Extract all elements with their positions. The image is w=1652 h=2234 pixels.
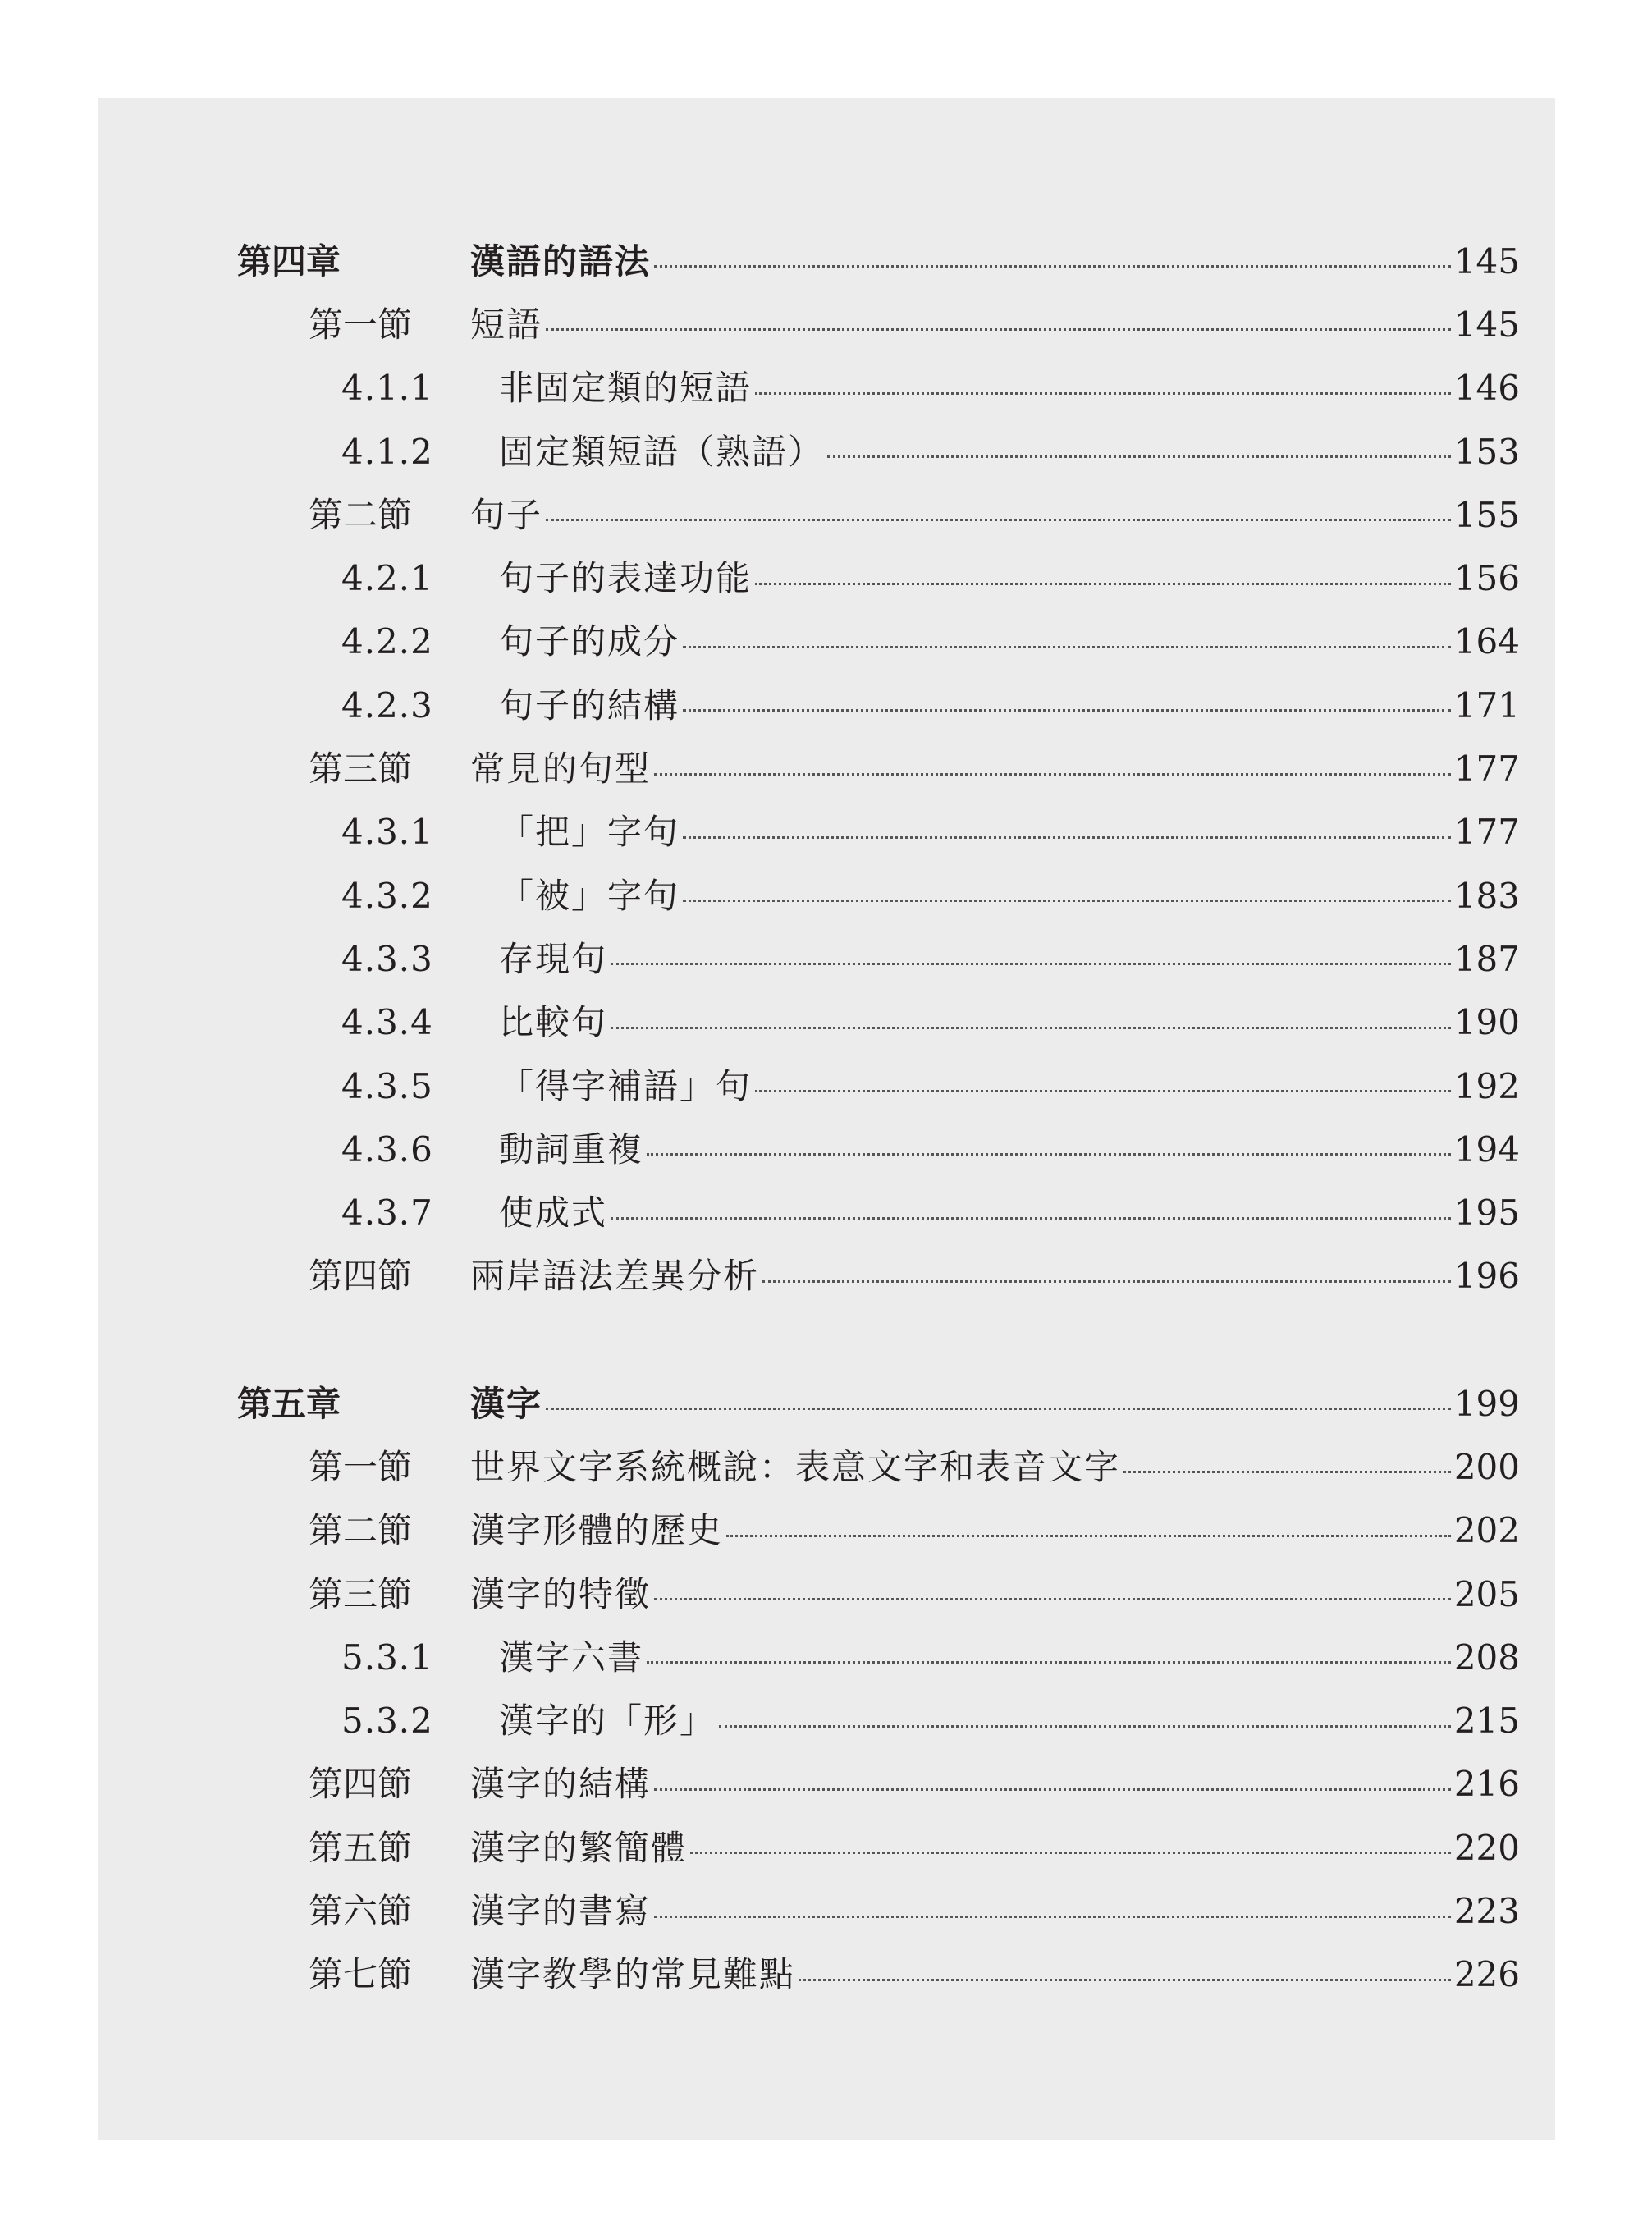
- toc-subsection-entry[interactable]: [237, 1181, 1520, 1244]
- page-number: 216: [1453, 1764, 1520, 1805]
- entry-title: 動詞重複: [499, 1128, 644, 1170]
- entry-number: 4.3.7: [341, 1193, 433, 1234]
- toc-section-entry[interactable]: [237, 1753, 1520, 1816]
- chapter-block: [237, 230, 1520, 1308]
- dot-leader: [690, 1852, 1451, 1854]
- page-number: 146: [1453, 368, 1520, 409]
- page-number: 215: [1453, 1701, 1520, 1742]
- entry-title: 漢字的「形」: [499, 1701, 716, 1742]
- entry-number: 第三節: [309, 748, 413, 790]
- entry-title: 漢字: [470, 1383, 543, 1424]
- entry-number: 4.1.2: [341, 431, 433, 472]
- entry-title: 兩岸語法差異分析: [470, 1256, 760, 1297]
- toc-section-entry[interactable]: [237, 1816, 1520, 1879]
- entry-number: 5.3.1: [341, 1637, 433, 1678]
- entry-number: 4.1.1: [341, 368, 433, 409]
- page-number: 164: [1453, 621, 1520, 662]
- dot-leader: [546, 1408, 1451, 1410]
- entry-number: 第二節: [309, 1510, 413, 1551]
- entry-title: 句子的表達功能: [499, 558, 753, 599]
- toc-subsection-entry[interactable]: [237, 547, 1520, 610]
- entry-title: 短語: [470, 304, 543, 345]
- entry-number: 4.2.3: [341, 684, 433, 726]
- toc-subsection-entry[interactable]: [237, 674, 1520, 737]
- dot-leader: [762, 1280, 1451, 1283]
- page-number: 202: [1453, 1510, 1520, 1551]
- entry-title: 漢字教學的常見難點: [470, 1954, 796, 1995]
- dot-leader: [611, 1217, 1451, 1220]
- toc-section-entry[interactable]: [237, 1245, 1520, 1308]
- dot-leader: [647, 1661, 1451, 1664]
- dot-leader: [654, 1598, 1451, 1600]
- toc-subsection-entry[interactable]: [237, 1626, 1520, 1689]
- page-number: 155: [1453, 494, 1520, 535]
- dot-leader: [654, 773, 1451, 776]
- entry-title: 漢語的語法: [470, 240, 652, 282]
- dot-leader: [799, 1979, 1451, 1981]
- dot-leader: [683, 646, 1451, 648]
- entry-number: 4.2.1: [341, 558, 433, 599]
- entry-number: 4.3.2: [341, 875, 433, 916]
- dot-leader: [1123, 1471, 1451, 1473]
- toc-subsection-entry[interactable]: [237, 1690, 1520, 1753]
- page-number: 200: [1453, 1446, 1520, 1487]
- entry-title: 存現句: [499, 938, 608, 979]
- page-number: 220: [1453, 1827, 1520, 1868]
- page-number: 194: [1453, 1128, 1520, 1170]
- entry-title: 比較句: [499, 1002, 608, 1043]
- entry-title: 「把」字句: [499, 812, 680, 853]
- toc-subsection-entry[interactable]: [237, 357, 1520, 420]
- book-page: [98, 98, 1555, 2140]
- toc-section-entry[interactable]: [237, 293, 1520, 356]
- toc-subsection-entry[interactable]: [237, 1118, 1520, 1181]
- entry-title: 漢字的書寫: [470, 1891, 652, 1932]
- entry-title: 句子的結構: [499, 684, 680, 726]
- entry-title: 「被」字句: [499, 875, 680, 916]
- page-number: 205: [1453, 1573, 1520, 1614]
- entry-number: 4.3.1: [341, 812, 433, 853]
- chapter-block: [237, 1372, 1520, 2007]
- entry-number: 第六節: [309, 1891, 413, 1932]
- page-number: 145: [1453, 304, 1520, 345]
- toc-section-entry[interactable]: [237, 1499, 1520, 1563]
- entry-title: 「得字補語」句: [499, 1065, 753, 1106]
- entry-title: 固定類短語（熟語）: [499, 431, 825, 472]
- page-number: 226: [1453, 1954, 1520, 1995]
- entry-number: 第四章: [237, 240, 341, 282]
- toc-section-entry[interactable]: [237, 737, 1520, 800]
- dot-leader: [611, 963, 1451, 965]
- entry-number: 第七節: [309, 1954, 413, 1995]
- dot-leader: [654, 1788, 1451, 1791]
- entry-number: 第四節: [309, 1764, 413, 1805]
- entry-title: 常見的句型: [470, 748, 652, 790]
- entry-title: 漢字形體的歷史: [470, 1510, 724, 1551]
- toc-section-entry[interactable]: [237, 1879, 1520, 1943]
- dot-leader: [546, 519, 1451, 521]
- page-number: 190: [1453, 1002, 1520, 1043]
- dot-leader: [683, 709, 1451, 712]
- entry-title: 世界文字系統概說：表意文字和表音文字: [470, 1446, 1121, 1487]
- entry-number: 4.3.6: [341, 1128, 433, 1170]
- dot-leader: [647, 1153, 1451, 1156]
- entry-number: 5.3.2: [341, 1701, 433, 1742]
- page-number: 153: [1453, 431, 1520, 472]
- dot-leader: [719, 1725, 1451, 1728]
- toc-subsection-entry[interactable]: [237, 864, 1520, 927]
- dot-leader: [683, 836, 1451, 839]
- page-number: 156: [1453, 558, 1520, 599]
- dot-leader: [546, 328, 1451, 331]
- dot-leader: [827, 455, 1451, 458]
- entry-number: 第一節: [309, 1446, 413, 1487]
- entry-title: 句子的成分: [499, 621, 680, 662]
- page-number: 171: [1453, 684, 1520, 726]
- toc-subsection-entry[interactable]: [237, 801, 1520, 864]
- toc-section-entry[interactable]: [237, 1563, 1520, 1626]
- entry-number: 4.2.2: [341, 621, 433, 662]
- page-number: 195: [1453, 1193, 1520, 1234]
- dot-leader: [755, 583, 1451, 585]
- entry-title: 漢字的繁簡體: [470, 1827, 688, 1868]
- toc-section-entry[interactable]: [237, 1435, 1520, 1499]
- entry-number: 4.3.3: [341, 938, 433, 979]
- table-of-contents: [237, 230, 1520, 2007]
- page-number: 145: [1453, 240, 1520, 282]
- entry-number: 第五節: [309, 1827, 413, 1868]
- toc-subsection-entry[interactable]: [237, 611, 1520, 674]
- toc-section-entry[interactable]: [237, 483, 1520, 547]
- entry-number: 第三節: [309, 1573, 413, 1614]
- toc-section-entry[interactable]: [237, 1943, 1520, 2007]
- toc-subsection-entry[interactable]: [237, 1055, 1520, 1118]
- dot-leader: [755, 1090, 1451, 1092]
- entry-number: 第二節: [309, 494, 413, 535]
- entry-number: 4.3.5: [341, 1065, 433, 1106]
- page-number: 183: [1453, 875, 1520, 916]
- toc-chapter-entry[interactable]: [237, 1372, 1520, 1435]
- page-number: 177: [1453, 812, 1520, 853]
- toc-subsection-entry[interactable]: [237, 991, 1520, 1055]
- toc-subsection-entry[interactable]: [237, 420, 1520, 483]
- entry-number: 4.3.4: [341, 1002, 433, 1043]
- page-number: 199: [1453, 1383, 1520, 1424]
- page-number: 196: [1453, 1256, 1520, 1297]
- dot-leader: [755, 392, 1451, 395]
- entry-title: 漢字的特徵: [470, 1573, 652, 1614]
- toc-chapter-entry[interactable]: [237, 230, 1520, 293]
- entry-number: 第一節: [309, 304, 413, 345]
- page-number: 208: [1453, 1637, 1520, 1678]
- entry-number: 第四節: [309, 1256, 413, 1297]
- page-number: 177: [1453, 748, 1520, 790]
- dot-leader: [726, 1535, 1451, 1537]
- dot-leader: [654, 1916, 1451, 1918]
- dot-leader: [611, 1027, 1451, 1029]
- entry-title: 句子: [470, 494, 543, 535]
- dot-leader: [654, 265, 1451, 268]
- entry-title: 漢字六書: [499, 1637, 644, 1678]
- page-number: 223: [1453, 1891, 1520, 1932]
- dot-leader: [683, 900, 1451, 902]
- toc-subsection-entry[interactable]: [237, 927, 1520, 991]
- entry-number: 第五章: [237, 1383, 341, 1424]
- entry-title: 漢字的結構: [470, 1764, 652, 1805]
- page-number: 192: [1453, 1065, 1520, 1106]
- entry-title: 使成式: [499, 1193, 608, 1234]
- page-number: 187: [1453, 938, 1520, 979]
- entry-title: 非固定類的短語: [499, 368, 753, 409]
